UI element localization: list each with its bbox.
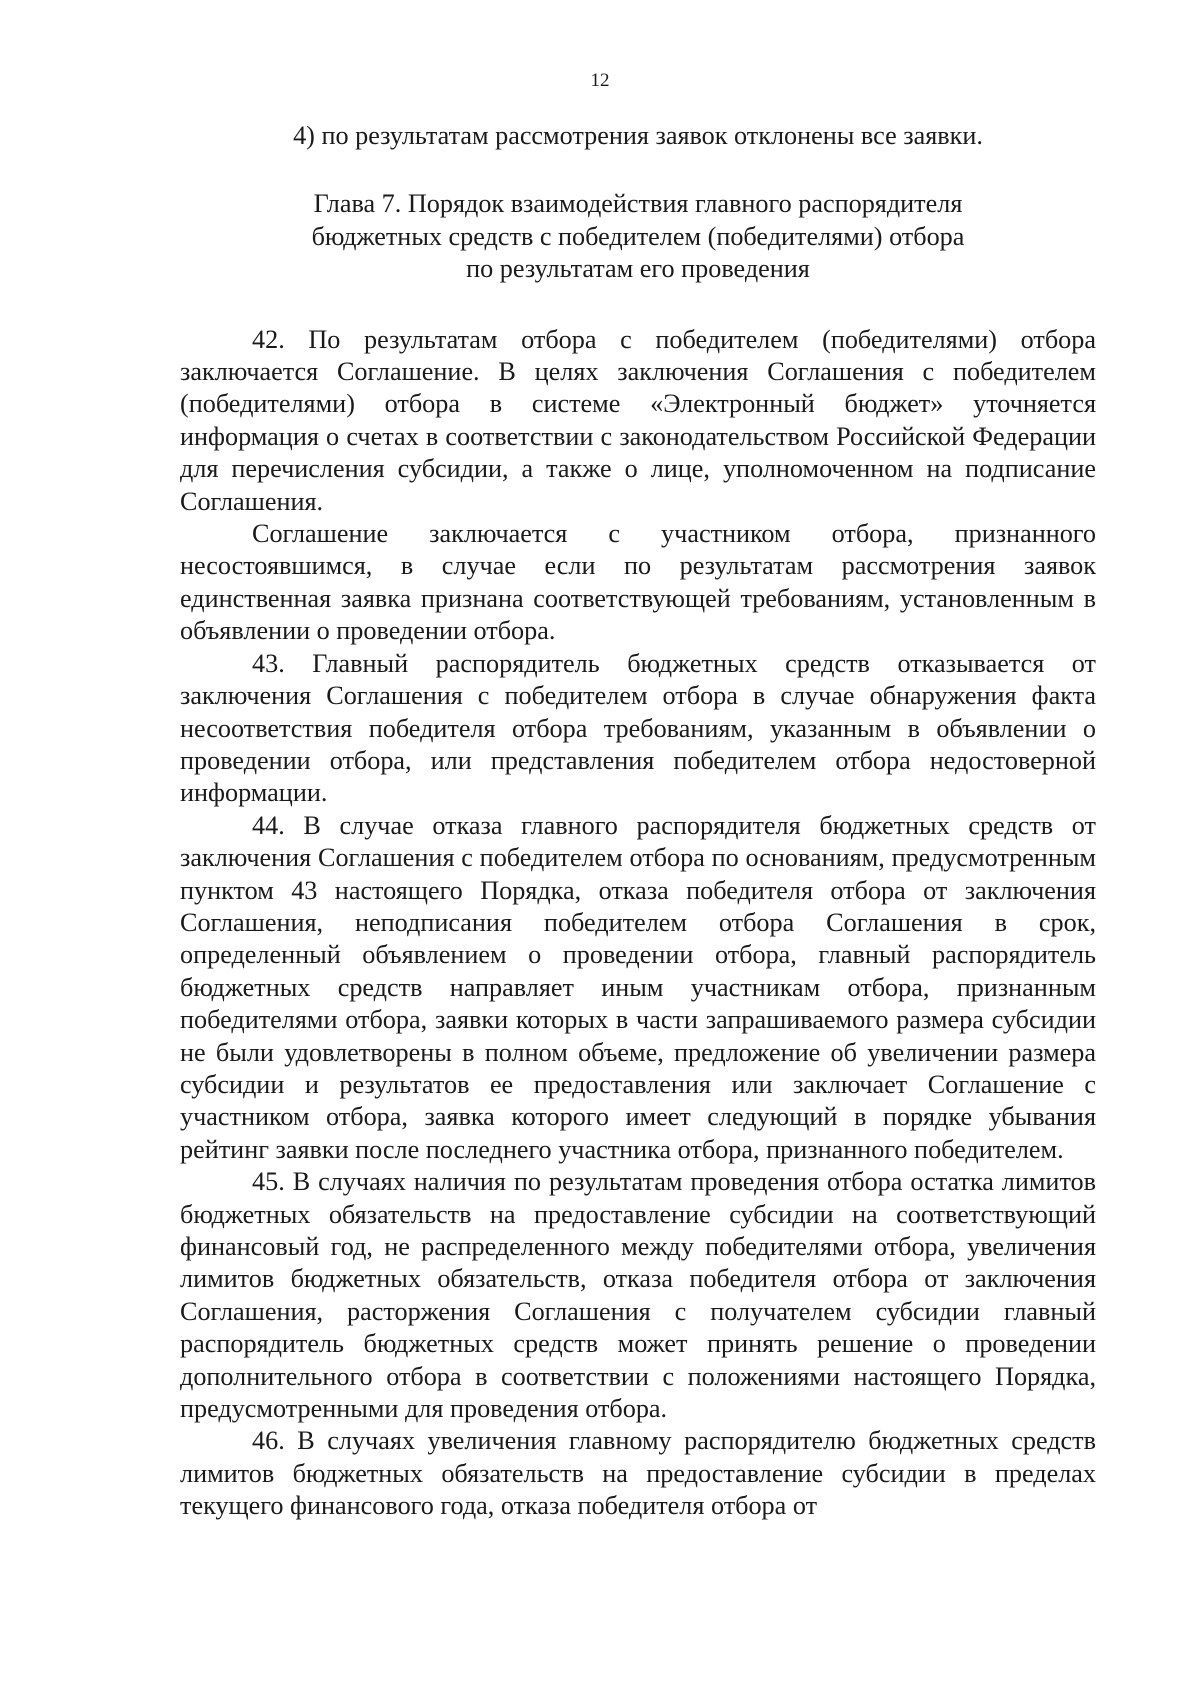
chapter-heading-line: Глава 7. Порядок взаимодействия главного распорядителя <box>313 189 963 219</box>
chapter-heading <box>180 188 1096 285</box>
page-number: 12 <box>590 70 610 91</box>
chapter-heading-line: бюджетных средств с победителем (победителями) отбора <box>311 221 965 251</box>
paragraph-42-continuation: Соглашение заключается с участником отбора, признанного несостоявшимся, в случае если по результатам рассмотрения заявок единственная заявка признана соответствующей требованиям, установленным в объявлении о проведении отбора. <box>180 519 1096 646</box>
paragraph-43: 43. Главный распорядитель бюджетных средств отказывается от заключения Соглашения с победителем отбора в случае обнаружения факта несоответствия победителя отбора требованиям, указанным в объявлении о проведении отбора, или представления победителем отбора недостоверной информации. <box>180 648 1096 808</box>
paragraph-46: 46. В случаях увеличения главному распорядителю бюджетных средств лимитов бюджетных обязательств на предоставление субсидии в пределах текущего финансового года, отказа победителя отбора от <box>180 1426 1096 1521</box>
chapter-heading-line: по результатам его проведения <box>466 254 810 284</box>
paragraph-44: 44. В случае отказа главного распорядителя бюджетных средств от заключения Соглашения с победителем отбора по основаниям, предусмотренным пунктом 43 настоящего Порядка, отказа победителя отбора от заключения Соглашения, неподписания победителем отбора Соглашения в срок, определенный объявлением о проведении отбора, главный распорядитель бюджетных средств направляет иным участникам отбора, признанным победителями отбора, заявки которых в части запрашиваемого размера субсидии не были удовлетворены в полном объеме, предложение об увеличении размера субсидии и результатов ее предоставления или заключает Соглашение с участником отбора, заявка которого имеет следующий в порядке убывания рейтинг заявки после последнего участника отбора, признанного победителем. <box>180 810 1096 1164</box>
document-body <box>180 120 1096 1523</box>
paragraph-42: 42. По результатам отбора с победителем (победителями) отбора заключается Соглашение. В целях заключения Соглашения с победителем (победителями) отбора в системе «Электронный бюджет» уточняется информация о счетах в соответствии с законодательством Российской Федерации для перечисления субсидии, а также о лице, уполномоченном на подписание Соглашения. <box>180 324 1096 516</box>
paragraph-45: 45. В случаях наличия по результатам проведения отбора остатка лимитов бюджетных обязательств на предоставление субсидии на соответствующий финансовый год, не распределенного между победителями отбора, увеличения лимитов бюджетных обязательств, отказа победителя отбора от заключения Соглашения, расторжения Соглашения с получателем субсидии главный распорядитель бюджетных средств может принять решение о проведении дополнительного отбора в соответствии с положениями настоящего Порядка, предусмотренными для проведения отбора. <box>180 1167 1096 1424</box>
intro-item: 4) по результатам рассмотрения заявок отклонены все заявки. <box>293 121 983 150</box>
